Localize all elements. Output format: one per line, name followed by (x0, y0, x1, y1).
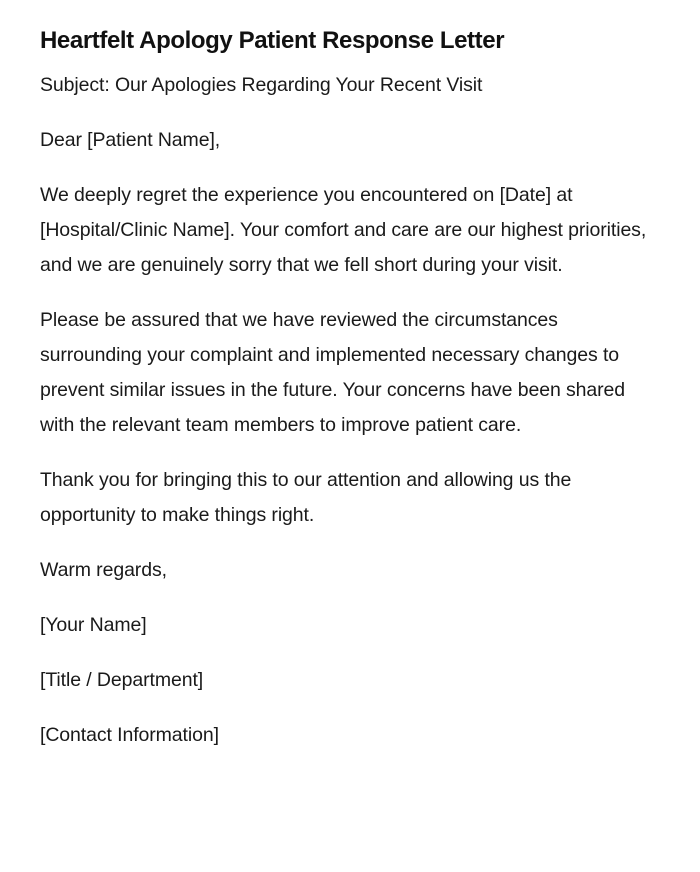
signature-contact: [Contact Information] (40, 724, 219, 746)
signature-title: [Title / Department] (40, 669, 204, 691)
body-paragraph-1: We deeply regret the experience you encountered on [Date] at [Hospital/Clinic Name]. Your comfort and care are our highest priorities, and we are genuinely sorry that we fell short during your visit. (40, 184, 647, 276)
salutation: Dear [Patient Name], (40, 129, 221, 151)
subject-line: Subject: Our Apologies Regarding Your Recent Visit (40, 74, 483, 96)
closing: Warm regards, (40, 559, 167, 581)
body-paragraph-3: Thank you for bringing this to our attention and allowing us the opportunity to make things right. (40, 469, 572, 526)
document-title: Heartfelt Apology Patient Response Letter (40, 27, 505, 54)
body-paragraph-2: Please be assured that we have reviewed the circumstances surrounding your complaint and implemented necessary changes to prevent similar issues in the future. Your concerns have been shared with the relevant team members to improve patient care. (40, 309, 626, 436)
signature-name: [Your Name] (40, 614, 147, 636)
